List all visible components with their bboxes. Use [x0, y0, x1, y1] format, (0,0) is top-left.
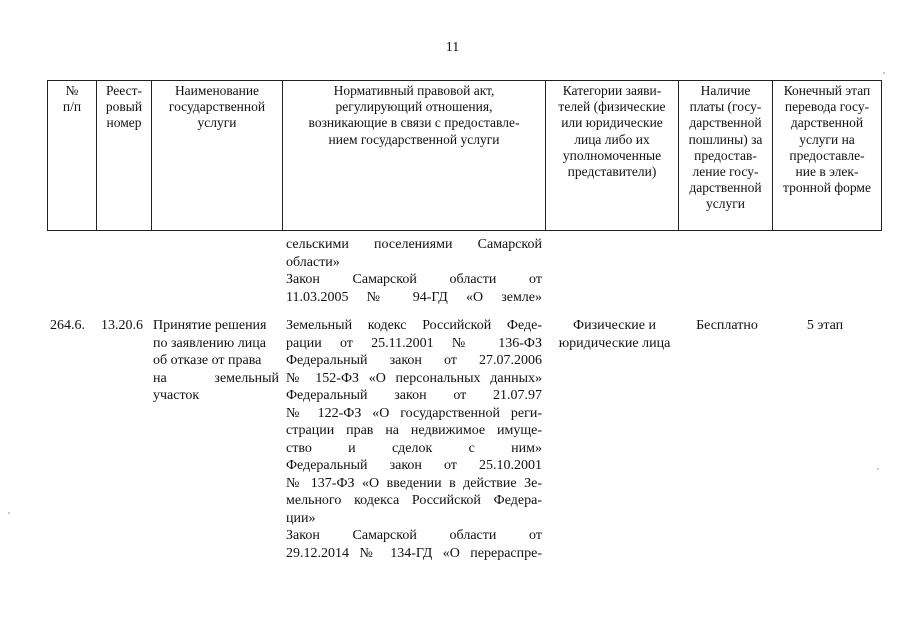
page-number: 11 — [445, 40, 460, 55]
header-line: Реест- — [105, 83, 143, 98]
scan-speck — [8, 512, 10, 514]
text-line: Принятие решения — [153, 318, 267, 333]
text-line: страции прав на недвижимое имуще- — [286, 423, 542, 438]
header-line: или юридические — [561, 115, 663, 131]
text-line: мельного кодекса Российской Федера- — [286, 493, 542, 508]
header-line: Наличие — [700, 83, 751, 98]
header-line: представители) — [567, 164, 657, 180]
row-legal-acts — [286, 317, 542, 562]
header-line: уполномоченные — [562, 147, 662, 163]
text-line: № 122-ФЗ «О государственной реги- — [286, 405, 542, 421]
text-line: области» — [286, 254, 340, 270]
row-service-name — [153, 317, 279, 405]
header-line: ровый — [105, 99, 143, 115]
header-number — [48, 81, 97, 231]
header-line: номер — [106, 115, 142, 131]
header-line: дарственной — [689, 180, 762, 196]
text-line: сельскими поселениями Самарской — [286, 237, 542, 252]
header-line: пошлины) за — [688, 131, 763, 147]
scan-speck — [883, 72, 885, 74]
header-line: дарственной — [689, 115, 762, 131]
header-fee — [679, 81, 773, 231]
header-service-name — [152, 81, 283, 231]
header-line: № — [65, 83, 79, 98]
header-registry — [97, 81, 152, 231]
header-line: телей (физические — [558, 99, 666, 115]
header-applicants — [546, 81, 679, 231]
header-line: дарственной — [790, 115, 864, 131]
header-line: государственной — [168, 99, 266, 115]
text-line: Федеральный закон от 25.10.2001 — [286, 458, 542, 473]
header-line: ние в элек- — [795, 164, 859, 180]
header-line: регулирующий отношения, — [335, 99, 493, 115]
header-line: Нормативный правовой акт, — [333, 83, 495, 98]
header-line: Наименование — [174, 83, 260, 98]
text-line: по заявлению лица — [153, 335, 266, 351]
row-applicants — [548, 317, 681, 352]
header-line: ление госу- — [692, 164, 759, 180]
text-line: 29.12.2014 № 134-ГД «О перераспре- — [286, 545, 542, 561]
header-line: платы (госу- — [689, 99, 762, 115]
header-line: лица либо их — [574, 131, 650, 147]
text-line: об отказе от права — [153, 353, 262, 368]
header-line: предоставле- — [789, 147, 865, 163]
header-legal-act — [283, 81, 546, 231]
text-line: Закон Самарской области от — [286, 528, 542, 543]
scan-speck — [877, 468, 879, 470]
header-line: услуги на — [799, 131, 855, 147]
header-line: нием государственной услуги — [328, 131, 500, 147]
text-line: Федеральный закон от 21.07.97 — [286, 388, 542, 403]
text-line: Земельный кодекс Российской Феде- — [286, 318, 542, 333]
header-line: Категории заяви- — [562, 83, 662, 98]
text-line: Физические и — [573, 318, 656, 333]
header-line: услуги — [706, 196, 745, 212]
continuation-text — [286, 236, 542, 306]
text-line: 11.03.2005 № 94-ГД «О земле» — [286, 289, 542, 305]
text-line: № 137-ФЗ «О введении в действие Зе- — [286, 475, 542, 491]
text-line: рации от 25.11.2001 № 136-ФЗ — [286, 335, 542, 351]
header-line: услуги — [197, 115, 237, 131]
text-line: участок — [153, 388, 200, 403]
header-table — [47, 80, 882, 231]
text-line: юридические лица — [558, 335, 671, 351]
row-final-stage: 5 этап — [806, 318, 844, 333]
text-line: ство и сделок с ним» — [286, 440, 542, 456]
header-line: п/п — [62, 99, 82, 115]
header-line: тронной форме — [783, 180, 871, 196]
text-line: Федеральный закон от 27.07.2006 — [286, 353, 542, 368]
header-line: Конечный этап — [783, 83, 871, 98]
header-line: возникающие в связи с предоставле- — [308, 115, 520, 131]
row-number: 264.6. — [50, 318, 85, 333]
row-registry-number: 13.20.6 — [101, 318, 143, 333]
text-line: ции» — [286, 510, 316, 526]
text-line: на земельный — [153, 370, 279, 386]
header-final-stage — [773, 81, 882, 231]
text-line: № 152-ФЗ «О персональных данных» — [286, 370, 542, 386]
header-line: предостав- — [694, 147, 757, 163]
row-fee: Бесплатно — [696, 318, 758, 333]
text-line: Закон Самарской области от — [286, 272, 542, 287]
header-line: перевода госу- — [784, 99, 870, 115]
